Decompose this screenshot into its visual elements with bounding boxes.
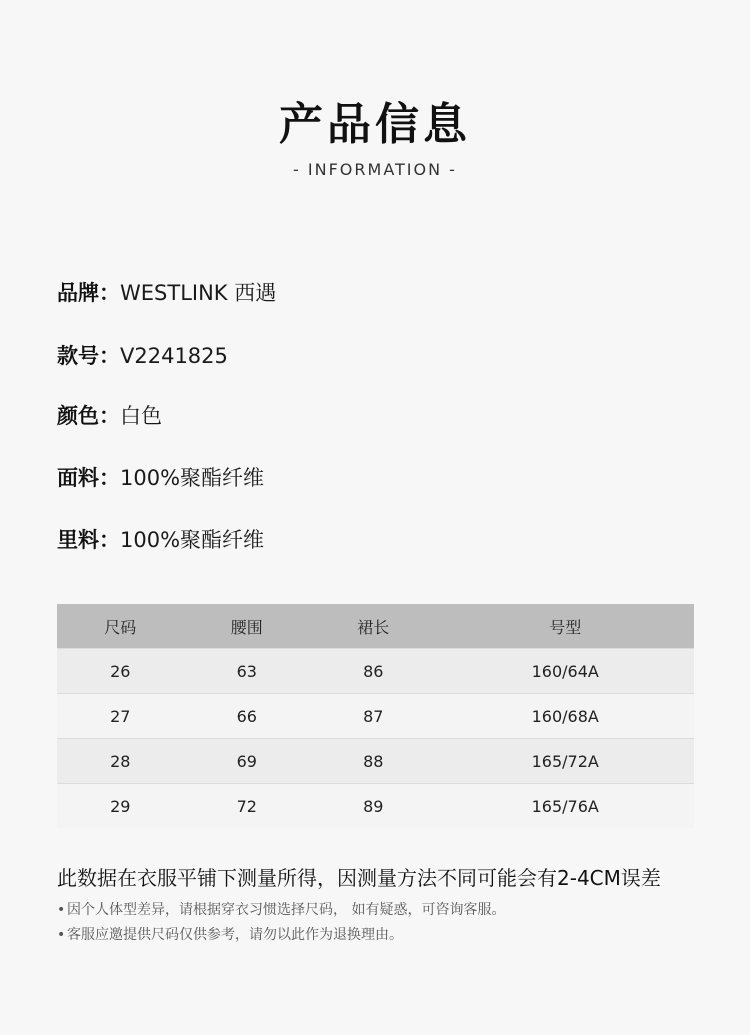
table-cell: 28 — [57, 739, 184, 784]
info-row-color — [57, 402, 162, 430]
info-value: 白色 — [120, 404, 162, 428]
bullet-icon: • — [57, 927, 66, 943]
table-cell: 160/64A — [437, 649, 695, 694]
note-line — [57, 899, 505, 919]
table-cell: 72 — [184, 784, 311, 829]
info-row-fabric — [57, 464, 264, 492]
table-cell: 160/68A — [437, 694, 695, 739]
table-cell: 165/72A — [437, 739, 695, 784]
table-cell: 69 — [184, 739, 311, 784]
table-row — [57, 649, 694, 694]
column-header-size: 尺码 — [57, 604, 184, 649]
info-label: 面料： — [57, 466, 120, 490]
table-cell: 27 — [57, 694, 184, 739]
table-cell: 89 — [310, 784, 437, 829]
table-cell: 86 — [310, 649, 437, 694]
table-cell: 87 — [310, 694, 437, 739]
table-cell: 165/76A — [437, 784, 695, 829]
column-header-fit-code: 号型 — [437, 604, 695, 649]
note-line — [57, 924, 403, 944]
table-cell: 88 — [310, 739, 437, 784]
note-text: 因个人体型差异，请根据穿衣习惯选择尺码， 如有疑惑，可咨询客服。 — [67, 902, 506, 918]
column-header-waist: 腰围 — [184, 604, 311, 649]
measurement-note-title: 此数据在衣服平铺下测量所得，因测量方法不同可能会有2-4CM误差 — [57, 866, 661, 890]
info-row-brand — [57, 279, 276, 307]
info-row-style-number — [57, 342, 228, 370]
table-cell: 63 — [184, 649, 311, 694]
size-table — [57, 604, 694, 828]
page-subtitle: - INFORMATION - — [293, 160, 457, 179]
info-value: V2241825 — [120, 344, 228, 368]
table-row — [57, 739, 694, 784]
table-row — [57, 694, 694, 739]
info-value: 100%聚酯纤维 — [120, 466, 265, 490]
table-header-row — [57, 604, 694, 649]
note-text: 客服应邀提供尺码仅供参考，请勿以此作为退换理由。 — [67, 927, 403, 943]
table-cell: 29 — [57, 784, 184, 829]
info-label: 款号： — [57, 344, 120, 368]
info-label: 里料： — [57, 528, 120, 552]
table-cell: 66 — [184, 694, 311, 739]
info-label: 品牌： — [57, 281, 120, 305]
info-value: 100%聚酯纤维 — [120, 528, 265, 552]
page-title: 产品信息 — [279, 99, 471, 150]
info-label: 颜色： — [57, 404, 120, 428]
info-value: WESTLINK 西遇 — [120, 281, 277, 305]
bullet-icon: • — [57, 902, 66, 918]
table-row — [57, 784, 694, 829]
info-row-lining — [57, 526, 264, 554]
column-header-skirt-length: 裙长 — [310, 604, 437, 649]
table-cell: 26 — [57, 649, 184, 694]
